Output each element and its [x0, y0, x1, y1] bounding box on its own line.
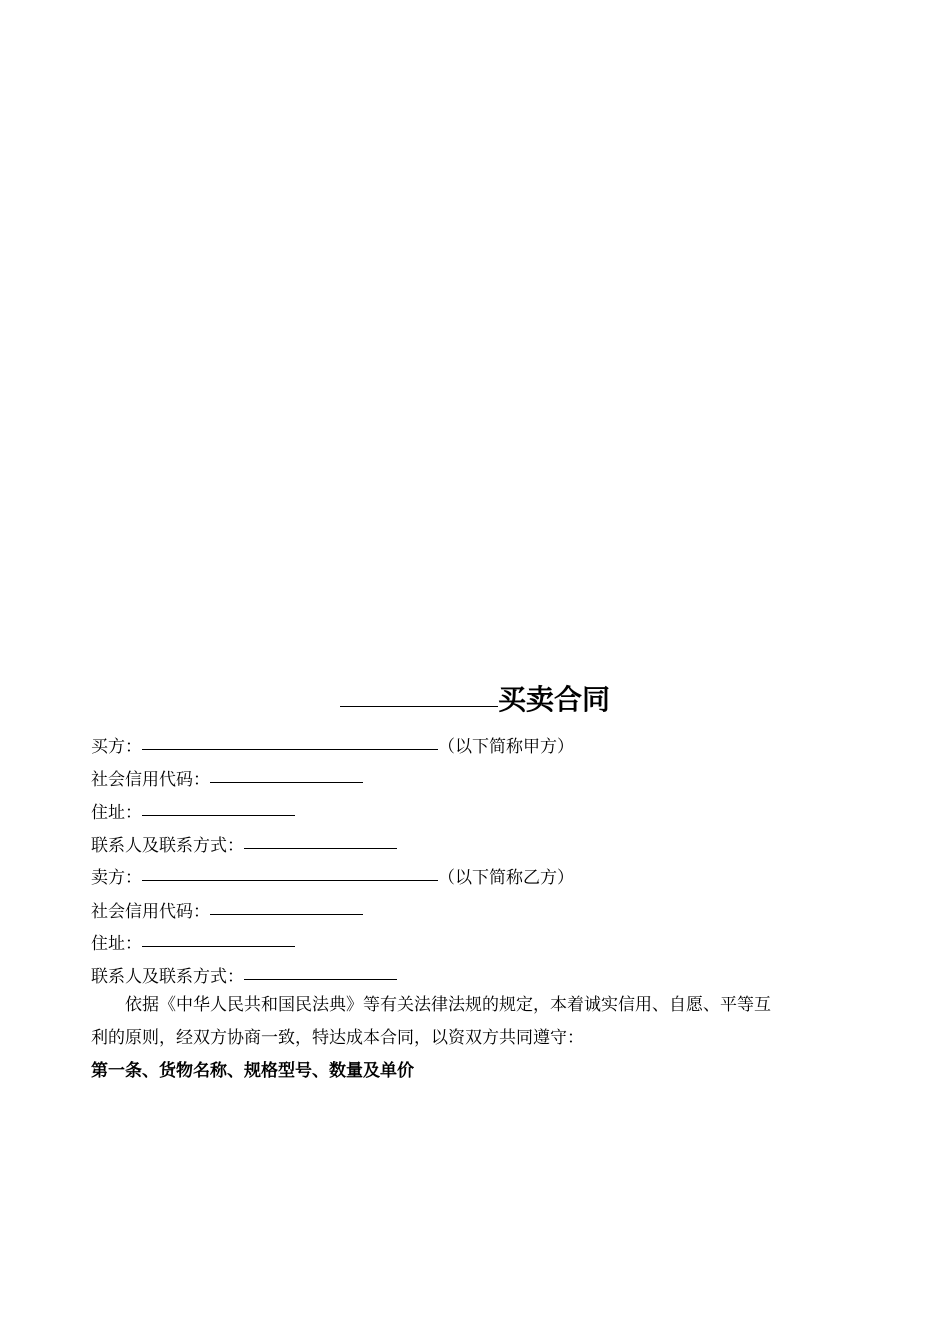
intro-line-2: 利的原则，经双方协商一致，特达成本合同，以资双方共同遵守：: [91, 1028, 584, 1048]
buyer-address-row: [91, 797, 295, 824]
intro-line-1: 依据《中华人民共和国民法典》等有关法律法规的规定，本着诚实信用、自愿、平等互: [125, 995, 771, 1015]
seller-address-blank: [142, 928, 295, 947]
buyer-address-blank: [142, 797, 295, 816]
seller-suffix: （以下简称乙方）: [438, 868, 574, 888]
intro-paragraph: [91, 989, 861, 1055]
buyer-credit-code-blank: [210, 764, 363, 783]
title-blank-line: [340, 680, 498, 707]
seller-label: 卖方：: [91, 868, 142, 888]
buyer-contact-row: [91, 830, 397, 857]
buyer-suffix: （以下简称甲方）: [438, 737, 574, 757]
title-text: 买卖合同: [497, 683, 610, 716]
buyer-label: 买方：: [91, 737, 142, 757]
buyer-credit-code-label: 社会信用代码：: [91, 770, 210, 790]
seller-credit-code-blank: [210, 896, 363, 915]
seller-credit-code-label: 社会信用代码：: [91, 902, 210, 922]
buyer-address-label: 住址：: [91, 803, 142, 823]
article-1-heading: 第一条、货物名称、规格型号、数量及单价: [91, 1061, 414, 1081]
seller-address-label: 住址：: [91, 934, 142, 954]
seller-contact-row: [91, 961, 397, 988]
seller-contact-blank: [244, 961, 397, 980]
buyer-row: [91, 731, 574, 758]
buyer-contact-label: 联系人及联系方式：: [91, 836, 244, 856]
seller-name-blank: [142, 862, 438, 881]
seller-row: [91, 862, 574, 889]
contract-title: [0, 680, 950, 720]
seller-contact-label: 联系人及联系方式：: [91, 967, 244, 987]
buyer-name-blank: [142, 731, 438, 750]
buyer-contact-blank: [244, 830, 397, 849]
seller-credit-code-row: [91, 896, 363, 923]
buyer-credit-code-row: [91, 764, 363, 791]
seller-address-row: [91, 928, 295, 955]
